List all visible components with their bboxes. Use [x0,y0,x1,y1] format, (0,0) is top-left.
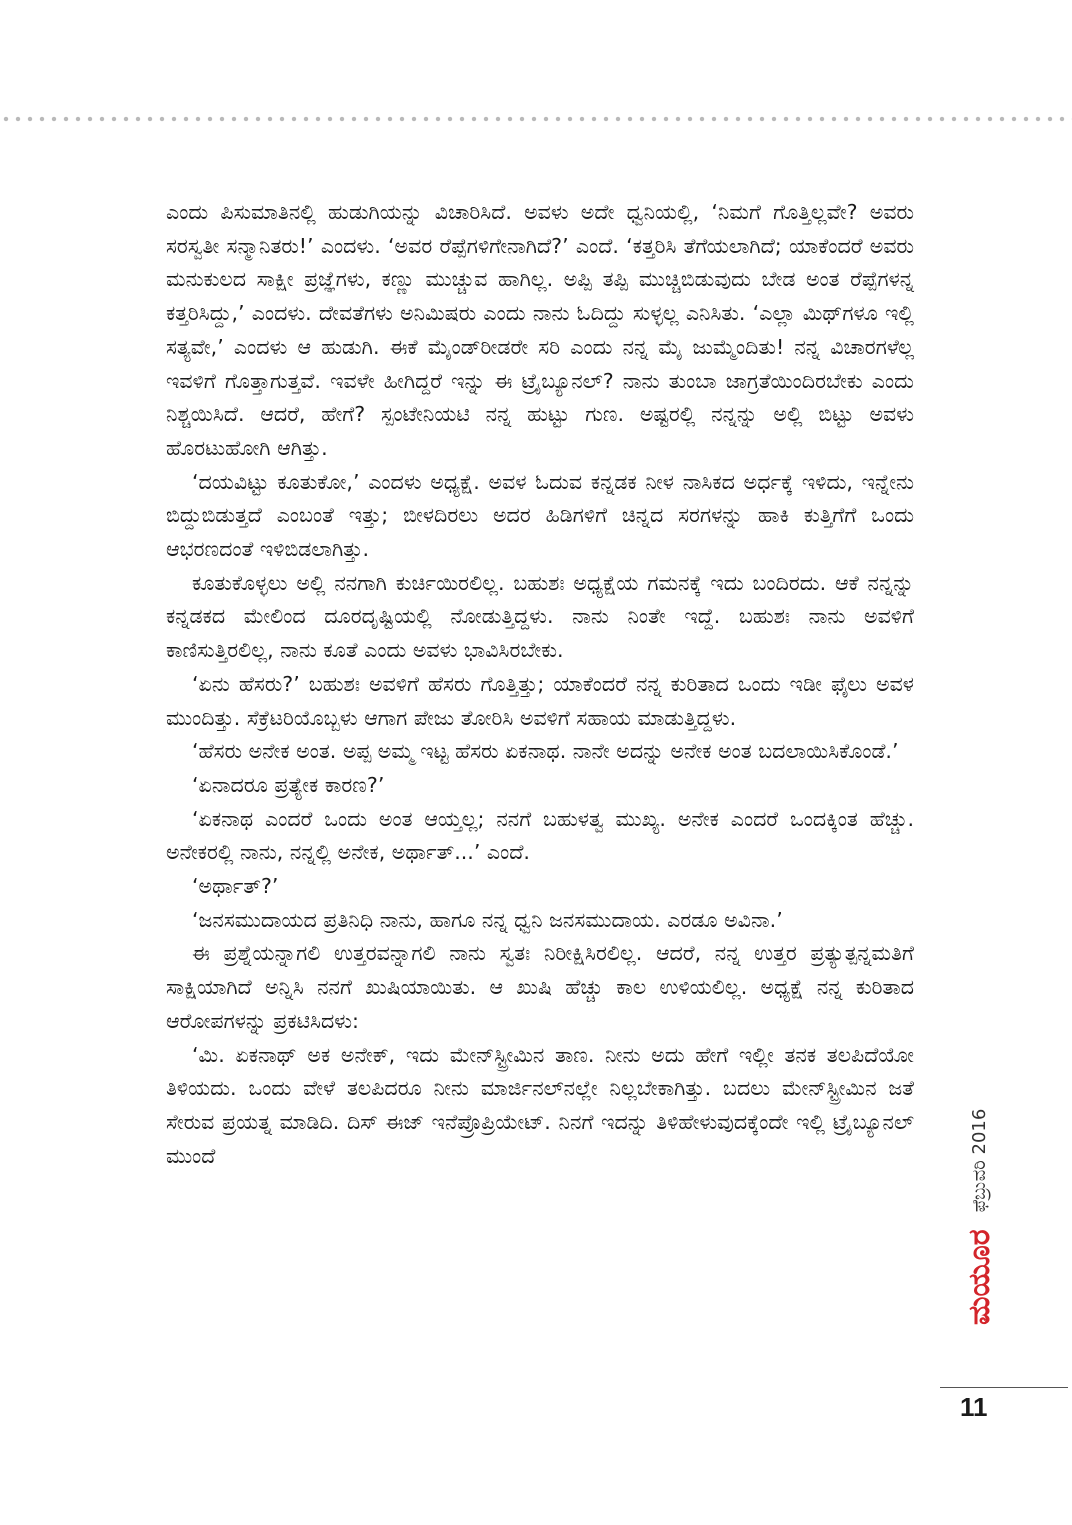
paragraph: ‘ಏನು ಹೆಸರು?’ ಬಹುಶಃ ಅವಳಿಗೆ ಹೆಸರು ಗೊತ್ತಿತ್ತು; ಯಾಕೆಂದರೆ ನನ್ನ ಕುರಿತಾದ ಒಂದು ಇಡೀ ಫೈಲು ಅವಳ ಮುಂದಿತ್ತು. ಸೆಕ್ರೆಟರಿಯೊಬ್ಬಳು ಆಗಾಗ ಪೇಜು ತೋರಿಸಿ ಅವಳಿಗೆ ಸಹಾಯ ಮಾಡುತ್ತಿದ್ದಳು. [166,671,914,730]
decorative-dotted-rule [0,116,1072,122]
paragraph: ‘ದಯವಿಟ್ಟು ಕೂತುಕೋ,’ ಎಂದಳು ಅಧ್ಯಕ್ಷೆ. ಅವಳ ಓದುವ ಕನ್ನಡಕ ನೀಳ ನಾಸಿಕದ ಅರ್ಧಕ್ಕೆ ಇಳಿದು, ಇನ್ನೇನು ಬಿದ್ದುಬಿಡುತ್ತದೆ ಎಂಬಂತೆ ಇತ್ತು; ಬೀಳದಿರಲು ಅದರ ಹಿಡಿಗಳಿಗೆ ಚಿನ್ನದ ಸರಗಳನ್ನು ಹಾಕಿ ಕುತ್ತಿಗೆಗೆ ಒಂದು ಆಭರಣದಂತೆ ಇಳಿಬಿಡಲಾಗಿತ್ತು. [166,469,914,562]
issue-date: ಫೆಬ್ರುವರಿ 2016 [969,1108,990,1213]
page-number-rule [940,1387,1068,1388]
magazine-sidebar [962,1108,1072,1325]
article-body [166,196,914,1173]
paragraph: ‘ಏನಾದರೂ ಪ್ರತ್ಯೇಕ ಕಾರಣ?’ [192,772,385,797]
paragraph: ಈ ಪ್ರಶ್ನೆಯನ್ನಾಗಲಿ ಉತ್ತರವನ್ನಾಗಲಿ ನಾನು ಸ್ವತಃ ನಿರೀಕ್ಷಿಸಿರಲಿಲ್ಲ. ಆದರೆ, ನನ್ನ ಉತ್ತರ ಪ್ರತ್ಯುತ್ಪನ್ನಮತಿಗೆ ಸಾಕ್ಷಿಯಾಗಿದೆ ಅನ್ನಿಸಿ ನನಗೆ ಖುಷಿಯಾಯಿತು. ಆ ಖುಷಿ ಹೆಚ್ಚು ಕಾಲ ಉಳಿಯಲಿಲ್ಲ. ಅಧ್ಯಕ್ಷೆ ನನ್ನ ಕುರಿತಾದ ಆರೋಪಗಳನ್ನು ಪ್ರಕಟಿಸಿದಳು: [166,941,914,1033]
page-number: 11 [960,1392,988,1422]
magazine-name: ಮಯೂರ [962,1229,997,1325]
paragraph: ‘ಅರ್ಥಾತ್?’ [192,874,279,899]
paragraph: ‘ಜನಸಮುದಾಯದ ಪ್ರತಿನಿಧಿ ನಾನು, ಹಾಗೂ ನನ್ನ ಧ್ವನಿ ಜನಸಮುದಾಯ. ಎರಡೂ ಅವಿನಾ.’ [192,907,783,932]
paragraph: ಕೂತುಕೊಳ್ಳಲು ಅಲ್ಲಿ ನನಗಾಗಿ ಕುರ್ಚಿಯಿರಲಿಲ್ಲ. ಬಹುಶಃ ಅಧ್ಯಕ್ಷೆಯ ಗಮನಕ್ಕೆ ಇದು ಬಂದಿರದು. ಆಕೆ ನನ್ನನ್ನು ಕನ್ನಡಕದ ಮೇಲಿಂದ ದೂರದೃಷ್ಟಿಯಲ್ಲಿ ನೋಡುತ್ತಿದ್ದಳು. ನಾನು ನಿಂತೇ ಇದ್ದೆ. ಬಹುಶಃ ನಾನು ಅವಳಿಗೆ ಕಾಣಿಸುತ್ತಿರಲಿಲ್ಲ, ನಾನು ಕೂತೆ ಎಂದು ಅವಳು ಭಾವಿಸಿರಬೇಕು. [166,570,914,663]
paragraph: ‘ಹೆಸರು ಅನೇಕ ಅಂತ. ಅಪ್ಪ ಅಮ್ಮ ಇಟ್ಟ ಹೆಸರು ಏಕನಾಥ. ನಾನೇ ಅದನ್ನು ಅನೇಕ ಅಂತ ಬದಲಾಯಿಸಿಕೊಂಡೆ.’ [192,739,899,764]
paragraph: ‘ಮಿ. ಏಕನಾಥ್ ಅಕ ಅನೇಕ್, ಇದು ಮೇನ್‌ಸ್ಟ್ರೀಮಿನ ತಾಣ. ನೀನು ಅದು ಹೇಗೆ ಇಲ್ಲೀ ತನಕ ತಲಪಿದೆಯೋ ತಿಳಿಯದು. ಒಂದು ವೇಳೆ ತಲಪಿದರೂ ನೀನು ಮಾರ್ಜಿನಲ್‌ನಲ್ಲೇ ನಿಲ್ಲಬೇಕಾಗಿತ್ತು. ಬದಲು ಮೇನ್‌ಸ್ಟ್ರೀಮಿನ ಜತೆ ಸೇರುವ ಪ್ರಯತ್ನ ಮಾಡಿದಿ. ದಿಸ್ ಈಜ್ ಇನೆಪ್ರೊಪ್ರಿಯೇಟ್. ನಿನಗೆ ಇದನ್ನು ತಿಳಿಹೇಳುವುದಕ್ಕೆಂದೇ ಇಲ್ಲಿ ಟ್ರೈಬ್ಯೂನಲ್ ಮುಂದೆ [166,1042,914,1168]
paragraph: ‘ಏಕನಾಥ ಎಂದರೆ ಒಂದು ಅಂತ ಆಯ್ತಲ್ಲ; ನನಗೆ ಬಹುಳತ್ವ ಮುಖ್ಯ. ಅನೇಕ ಎಂದರೆ ಒಂದಕ್ಕಿಂತ ಹೆಚ್ಚು. ಅನೇಕರಲ್ಲಿ ನಾನು, ನನ್ನಲ್ಲಿ ಅನೇಕ, ಅರ್ಥಾತ್...’ ಎಂದೆ. [166,806,914,865]
paragraph: ಎಂದು ಪಿಸುಮಾತಿನಲ್ಲಿ ಹುಡುಗಿಯನ್ನು ವಿಚಾರಿಸಿದೆ. ಅವಳು ಅದೇ ಧ್ವನಿಯಲ್ಲಿ, ‘ನಿಮಗೆ ಗೊತ್ತಿಲ್ಲವೇ? ಅವರು ಸರಸ್ವತೀ ಸನ್ಮಾನಿತರು!’ ಎಂದಳು. ‘ಅವರ ರೆಪ್ಪೆಗಳಿಗೇನಾಗಿದೆ?’ ಎಂದೆ. ‘ಕತ್ತರಿಸಿ ತೆಗೆಯಲಾಗಿದೆ; ಯಾಕೆಂದರೆ ಅವರು ಮನುಕುಲದ ಸಾಕ್ಷೀ ಪ್ರಜ್ಞೆಗಳು, ಕಣ್ಣು ಮುಚ್ಚುವ ಹಾಗಿಲ್ಲ. ಅಪ್ಪಿ ತಪ್ಪಿ ಮುಚ್ಚಿಬಿಡುವುದು ಬೇಡ ಅಂತ ರೆಪ್ಪೆಗಳನ್ನ ಕತ್ತರಿಸಿದ್ದು,’ ಎಂದಳು. ದೇವತೆಗಳು ಅನಿಮಿಷರು ಎಂದು ನಾನು ಓದಿದ್ದು ಸುಳ್ಳಲ್ಲ ಎನಿಸಿತು. ‘ಎಲ್ಲಾ ಮಿಥ್‌ಗಳೂ ಇಲ್ಲಿ ಸತ್ಯವೇ,’ ಎಂದಳು ಆ ಹುಡುಗಿ. ಈಕೆ ಮೈಂಡ್‌ರೀಡರೇ ಸರಿ ಎಂದು ನನ್ನ ಮೈ ಜುಮ್ಮೆಂದಿತು! ನನ್ನ ವಿಚಾರಗಳೆಲ್ಲ ಇವಳಿಗೆ ಗೊತ್ತಾಗುತ್ತವೆ. ಇವಳೇ ಹೀಗಿದ್ದರೆ ಇನ್ನು ಈ ಟ್ರೈಬ್ಯೂನಲ್? ನಾನು ತುಂಬಾ ಜಾಗ್ರತೆಯಿಂದಿರಬೇಕು ಎಂದು ನಿಶ್ಚಯಿಸಿದೆ. ಆದರೆ, ಹೇಗೆ? ಸ್ಪಂಟೇನಿಯಟಿ ನನ್ನ ಹುಟ್ಟು ಗುಣ. ಅಷ್ಟರಲ್ಲಿ ನನ್ನನ್ನು ಅಲ್ಲಿ ಬಿಟ್ಟು ಅವಳು ಹೊರಟುಹೋಗಿ ಆಗಿತ್ತು. [166,200,914,460]
